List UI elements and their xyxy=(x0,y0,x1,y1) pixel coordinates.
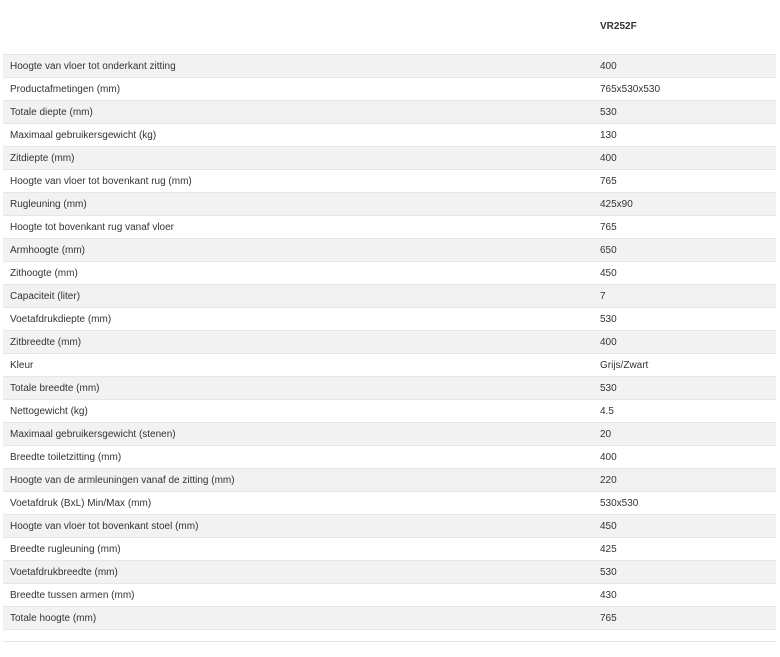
spec-label: Totale hoogte (mm) xyxy=(10,613,97,624)
spec-value: 400 xyxy=(600,153,617,164)
spec-label: Hoogte van vloer tot bovenkant stoel (mm) xyxy=(10,521,199,532)
footer-divider xyxy=(3,641,776,642)
spec-label: Kleur xyxy=(10,360,34,371)
table-bottom-divider xyxy=(3,629,776,630)
spec-label: Hoogte van vloer tot bovenkant rug (mm) xyxy=(10,176,192,187)
spec-value: 220 xyxy=(600,475,617,486)
table-header xyxy=(3,0,776,54)
spec-value: 400 xyxy=(600,452,617,463)
table-row xyxy=(3,445,776,468)
model-column-header: VR252F xyxy=(600,21,637,32)
table-row xyxy=(3,123,776,146)
spec-value: 765 xyxy=(600,613,617,624)
table-row xyxy=(3,330,776,353)
table-row xyxy=(3,514,776,537)
spec-label: Hoogte van vloer tot onderkant zitting xyxy=(10,61,176,72)
spec-value: 425 xyxy=(600,544,617,555)
spec-value: 130 xyxy=(600,130,617,141)
table-row xyxy=(3,146,776,169)
spec-value: 400 xyxy=(600,61,617,72)
spec-value: 20 xyxy=(600,429,612,440)
spec-value: 4.5 xyxy=(600,406,614,417)
table-row xyxy=(3,468,776,491)
spec-value: 650 xyxy=(600,245,617,256)
spec-label: Totale breedte (mm) xyxy=(10,383,100,394)
spec-label: Voetafdrukdiepte (mm) xyxy=(10,314,112,325)
spec-label: Zitbreedte (mm) xyxy=(10,337,82,348)
spec-value: 530x530 xyxy=(600,498,639,509)
spec-value: 425x90 xyxy=(600,199,633,210)
spec-label: Maximaal gebruikersgewicht (kg) xyxy=(10,130,157,141)
spec-value: 7 xyxy=(600,291,606,302)
spec-label: Breedte toiletzitting (mm) xyxy=(10,452,122,463)
spec-label: Maximaal gebruikersgewicht (stenen) xyxy=(10,429,176,440)
table-row xyxy=(3,284,776,307)
table-row xyxy=(3,261,776,284)
table-row xyxy=(3,491,776,514)
table-row xyxy=(3,54,776,77)
spec-value: 530 xyxy=(600,107,617,118)
table-row xyxy=(3,215,776,238)
spec-value: 450 xyxy=(600,521,617,532)
spec-label: Zitdiepte (mm) xyxy=(10,153,75,164)
spec-value: 400 xyxy=(600,337,617,348)
spec-label: Hoogte tot bovenkant rug vanaf vloer xyxy=(10,222,174,233)
table-row xyxy=(3,399,776,422)
spec-rows xyxy=(3,54,776,629)
spec-label: Capaciteit (liter) xyxy=(10,291,81,302)
spec-value: 530 xyxy=(600,567,617,578)
table-row xyxy=(3,376,776,399)
table-row xyxy=(3,422,776,445)
spec-value: 765 xyxy=(600,222,617,233)
table-row xyxy=(3,583,776,606)
spec-value: 530 xyxy=(600,383,617,394)
spec-value: 765x530x530 xyxy=(600,84,661,95)
table-row xyxy=(3,192,776,215)
spec-value: 430 xyxy=(600,590,617,601)
table-row xyxy=(3,353,776,376)
spec-label: Nettogewicht (kg) xyxy=(10,406,88,417)
spec-value: 530 xyxy=(600,314,617,325)
spec-label: Voetafdruk (BxL) Min/Max (mm) xyxy=(10,498,152,509)
spec-value: 450 xyxy=(600,268,617,279)
table-row xyxy=(3,606,776,629)
table-row xyxy=(3,307,776,330)
specifications-table xyxy=(3,0,776,630)
table-row xyxy=(3,169,776,192)
spec-label: Rugleuning (mm) xyxy=(10,199,87,210)
table-row xyxy=(3,238,776,261)
spec-label: Totale diepte (mm) xyxy=(10,107,93,118)
spec-value: Grijs/Zwart xyxy=(600,360,649,371)
table-row xyxy=(3,560,776,583)
spec-label: Productafmetingen (mm) xyxy=(10,84,121,95)
spec-label: Voetafdrukbreedte (mm) xyxy=(10,567,118,578)
spec-label: Breedte tussen armen (mm) xyxy=(10,590,135,601)
spec-value: 765 xyxy=(600,176,617,187)
spec-label: Hoogte van de armleuningen vanaf de zitting (mm) xyxy=(10,475,235,486)
spec-label: Breedte rugleuning (mm) xyxy=(10,544,121,555)
spec-label: Zithoogte (mm) xyxy=(10,268,78,279)
spec-label: Armhoogte (mm) xyxy=(10,245,86,256)
table-row xyxy=(3,100,776,123)
table-row xyxy=(3,537,776,560)
table-row xyxy=(3,77,776,100)
